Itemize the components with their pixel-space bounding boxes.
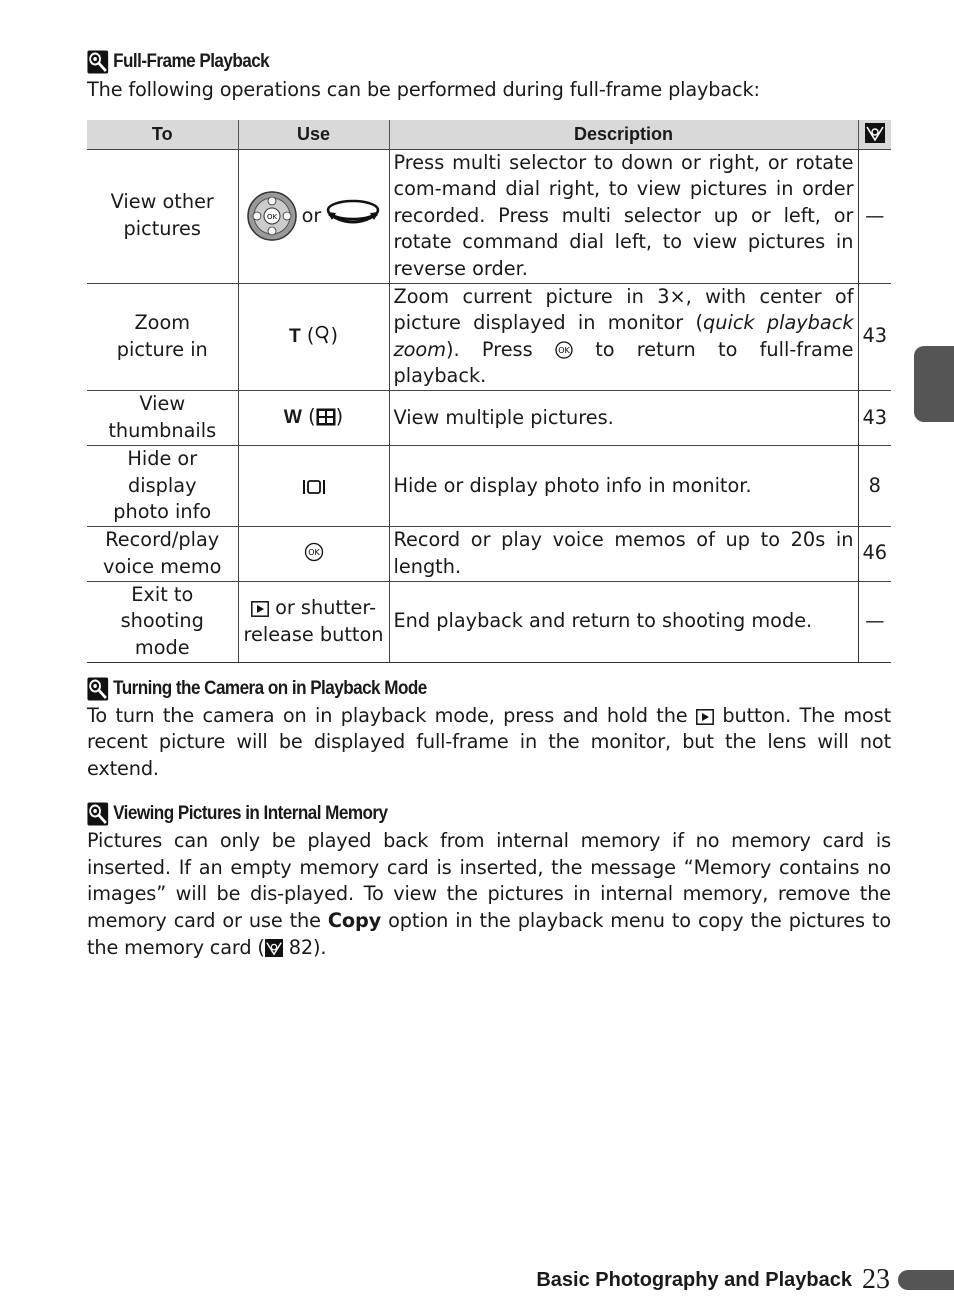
row-page: — [858,581,891,662]
row-to: Zoom picture in [87,283,238,390]
section-title: Turning the Camera on in Playback Mode [113,677,427,699]
text-part: option in the playback menu to copy the pictures to the memory card ( [87,909,891,959]
text-part: To turn the camera on in playback mode, press and hold the [87,703,688,727]
section-title: Viewing Pictures in Internal Memory [113,803,388,825]
header-use: Use [238,120,389,150]
copy-option-label: Copy [327,909,382,933]
playback-icon [696,709,714,725]
row-page: 46 [858,526,891,581]
table-row [87,526,891,581]
desc-part: Zoom current picture in 3×, with center of picture displayed in monitor ( [393,284,854,335]
note-icon [87,50,109,74]
table-row [87,581,891,662]
footer-tab [898,1270,954,1290]
desc-part: to return to full-frame playback. [393,337,854,388]
row-description: Record or play voice memos of up to 20s in length. [389,526,858,581]
header-description: Description [389,120,858,150]
chapter-tab [914,346,954,422]
svg-text:OK: OK [558,345,570,355]
ok-icon [304,542,324,562]
row-use [238,149,389,283]
row-to: Exit to shooting mode [87,581,238,662]
row-to: Hide or display photo info [87,445,238,526]
row-page: — [858,149,891,283]
page-content [87,48,891,961]
command-dial-icon [325,196,381,236]
section-title: Full-Frame Playback [113,51,270,72]
row-use [238,581,389,662]
row-description: Hide or display photo info in monitor. [389,445,858,526]
playback-intro: The following operations can be performed during full-frame playback: [87,78,760,101]
desc-italic: quick playback zoom [393,311,854,361]
row-use: W ( ) [238,390,389,445]
row-description: Press multi selector to down or right, or rotate com-mand dial right, to view pictures in order recorded. Press multi selector up or left, or rotate command dial left, to view pictures in reverse order. [389,149,858,283]
note-icon [87,802,109,826]
footer [536,1262,954,1298]
svg-text:OK: OK [307,548,320,558]
wide-key-label: W [283,407,302,429]
or-label: or [301,203,322,227]
table-row [87,390,891,445]
turning-on-text [87,703,891,783]
row-page: 43 [858,283,891,390]
zoom-in-icon [314,325,330,345]
use-text: or shutter-release button [243,596,384,646]
row-use [238,445,389,526]
row-description: View multiple pictures. [389,390,858,445]
row-to: View other pictures [87,149,238,283]
table-row [87,283,891,390]
page-reference-icon [265,939,283,957]
display-button-icon [302,479,326,495]
desc-part: ). Press [446,337,533,361]
ok-icon [555,341,573,359]
header-to: To [87,120,238,150]
row-use [238,526,389,581]
footer-chapter-title: Basic Photography and Playback [536,1268,852,1291]
section-heading-turning-on [87,675,811,703]
row-page: 43 [858,390,891,445]
section-heading-internal-memory [87,800,811,828]
page-number: 23 [862,1264,890,1295]
tele-key-label: T [289,325,301,347]
text-part: Pictures can only be played back from internal memory if no memory card is inserted. If an empty memory card is inserted, the message “Memory contains no images” will be dis-played. To view the pictures in internal memory, remove the memory card or use the [87,829,891,933]
row-description [389,283,858,390]
row-page: 8 [858,445,891,526]
svg-text:OK: OK [266,213,277,222]
table-header-row [87,120,891,150]
section-heading-playback [87,48,811,76]
page-ref: 82). [288,935,327,959]
multi-selector-icon [246,190,298,242]
row-description: End playback and return to shooting mode. [389,581,858,662]
thumbnail-icon [316,408,336,426]
row-use: T ( ) [238,283,389,390]
page-reference-icon [865,123,885,143]
row-to: Record/play voice memo [87,526,238,581]
internal-memory-text [87,828,891,961]
row-to: View thumbnails [87,390,238,445]
table-row [87,149,891,283]
header-page [858,120,891,150]
operations-table [87,120,891,663]
text-part: button. The most recent picture will be displayed full-frame in the monitor, but the lens will not extend. [87,703,891,780]
table-row [87,445,891,526]
note-icon [87,677,109,701]
playback-icon [251,601,269,617]
